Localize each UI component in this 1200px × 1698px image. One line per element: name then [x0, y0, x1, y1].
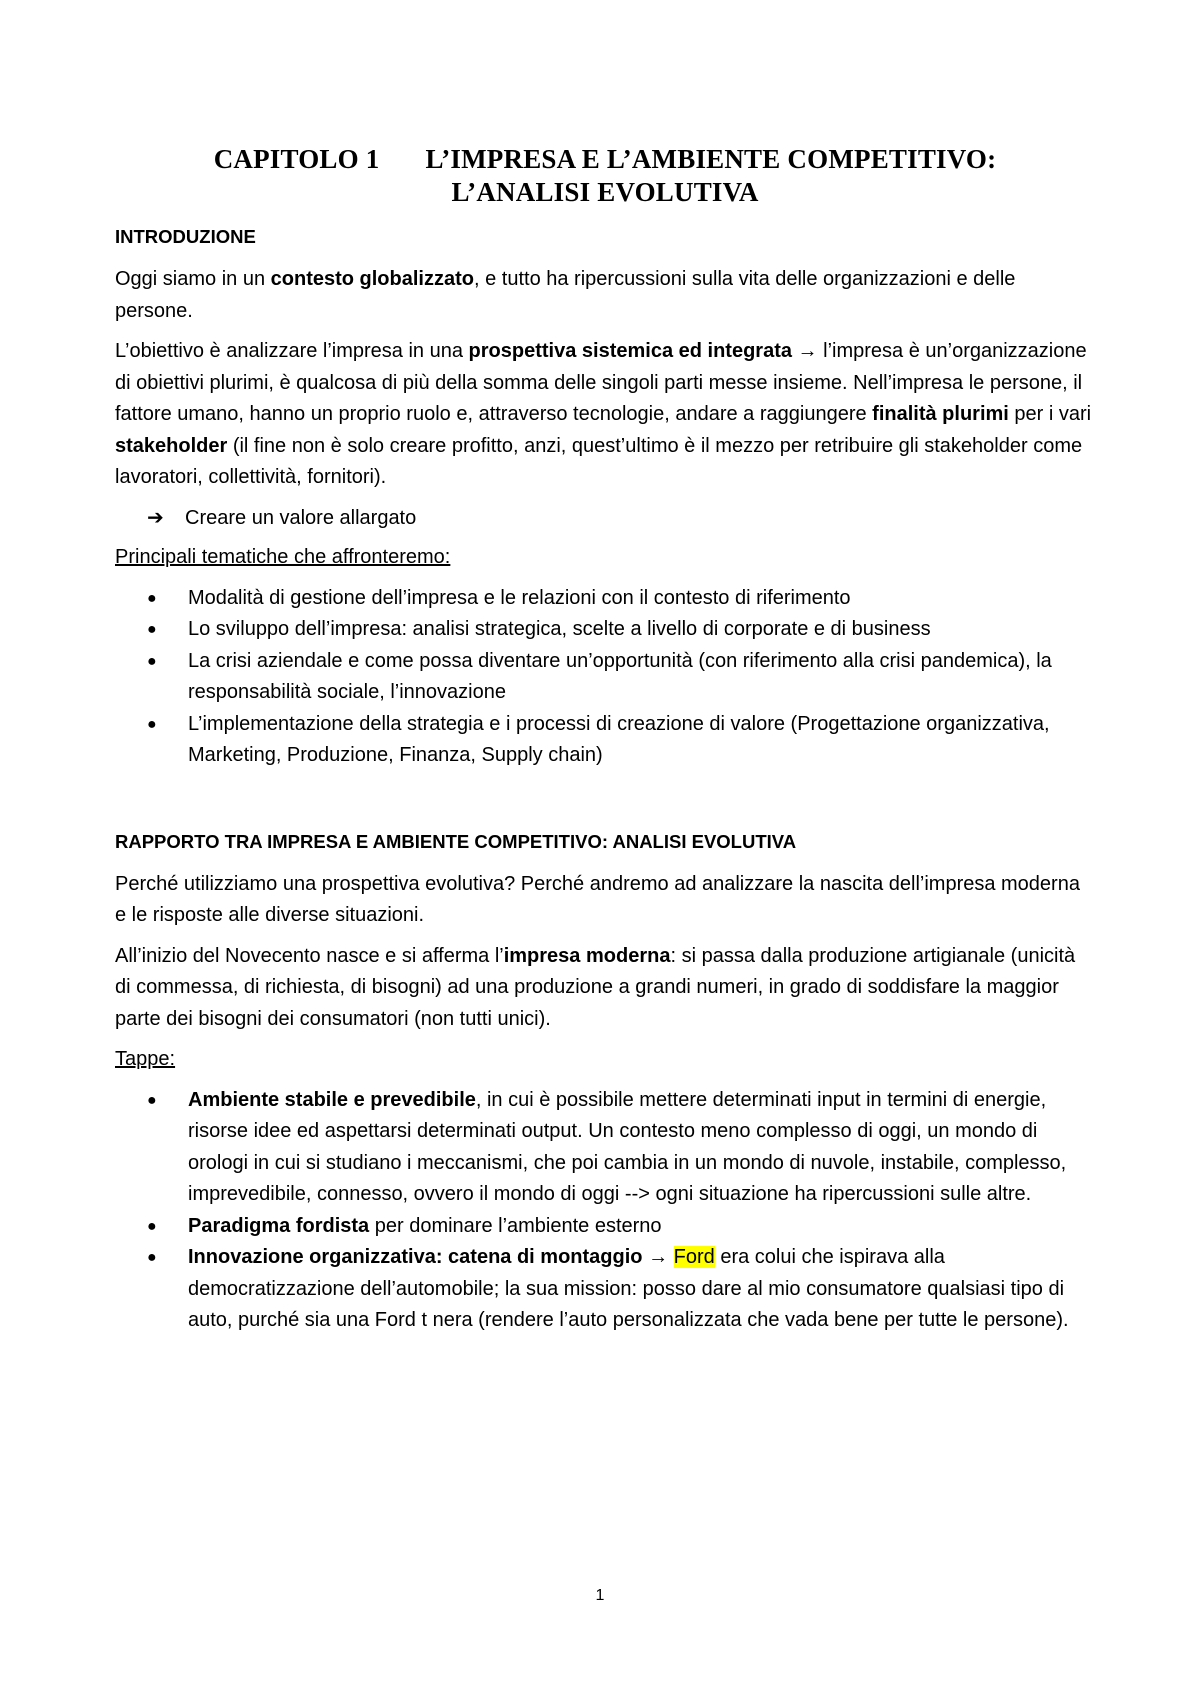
chapter-number: CAPITOLO 1 [213, 144, 380, 174]
arrow-list-text: Creare un valore allargato [185, 506, 417, 529]
bullet-icon: ● [147, 1091, 157, 1109]
topics-list [115, 583, 1095, 772]
list-item: ● La crisi aziendale e come possa diventare un’opportunità (con riferimento alla crisi pandemica), la responsabilità sociale, l’innovazione [115, 646, 1095, 709]
chapter-title-line2: L’ANALISI EVOLUTIVA [451, 177, 759, 207]
bullet-icon: ● [147, 1217, 157, 1235]
list-item: ● Paradigma fordista per dominare l’ambiente esterno [115, 1211, 1095, 1243]
list-item: ● Ambiente stabile e prevedibile, in cui è possibile mettere determinati input in termini di energie, risorse idee ed aspettarsi determinati output. Un contesto meno complesso di oggi, un mondo di orologi in cui si studiano i meccanismi, che poi cambia in un mondo di nuvole, instabile, complesso, imprevedibile, connesso, ovvero il mondo di oggi --> ogni situazione ha ripercussioni sulle altre. [115, 1085, 1095, 1211]
section-paragraph-2: All’inizio del Novecento nasce e si afferma l’impresa moderna: si passa dalla produzione artigianale (unicità di commessa, di richiesta, di bisogni) ad una produzione a grandi numeri, in grado di soddisfare la maggior parte dei bisogni dei consumatori (non tutti unici). [115, 944, 1076, 1030]
arrow-list-item [115, 503, 1095, 535]
section-paragraph-1: Perché utilizziamo una prospettiva evolutiva? Perché andremo ad analizzare la nascita dell’impresa moderna e le risposte alle diverse situazioni. [115, 872, 1080, 926]
tappe-list [115, 1085, 1095, 1337]
list-item: ● Innovazione organizzativa: catena di montaggio → Ford era colui che ispirava alla democratizzazione dell’automobile; la sua mission: posso dare al mio consumatore qualsiasi tipo di auto, purché sia una Ford t nera (rendere l’auto personalizzata che vada bene per tutte le persone). [115, 1242, 1095, 1337]
bullet-icon: ● [147, 715, 157, 733]
bold-arrow-icon: ➔ [147, 506, 164, 529]
arrow-icon: → [642, 1246, 674, 1268]
intro-paragraph-2: L’obiettivo è analizzare l’impresa in una prospettiva sistemica ed integrata → l’impresa è un’organizzazione di obiettivi plurimi, è qualcosa di più della somma delle singoli parti messe insieme. Nell’impresa le persone, il fattore umano, hanno un proprio ruolo e, attraverso tecnologie, andare a raggiungere finalità plurimi per i vari stakeholder (il fine non è solo creare profitto, anzi, quest’ultimo è il mezzo per retribuire gli stakeholder come lavoratori, collettività, fornitori). [115, 340, 1092, 488]
page-content [115, 143, 1095, 1347]
chapter-title [115, 143, 1095, 209]
list-item: ● L’implementazione della strategia e i processi di creazione di valore (Progettazione organizzativa, Marketing, Produzione, Finanza, Supply chain) [115, 709, 1095, 772]
list-item: ● Lo sviluppo dell’impresa: analisi strategica, scelte a livello di corporate e di business [115, 614, 1095, 646]
bullet-icon: ● [147, 652, 157, 670]
intro-heading: INTRODUZIONE [115, 226, 256, 247]
section-heading: RAPPORTO TRA IMPRESA E AMBIENTE COMPETITIVO: ANALISI EVOLUTIVA [115, 830, 797, 852]
tappe-heading: Tappe: [115, 1048, 176, 1070]
topics-heading: Principali tematiche che affronteremo: [115, 546, 451, 568]
intro-paragraph-1: Oggi siamo in un contesto globalizzato, e tutto ha ripercussioni sulla vita delle organizzazioni e delle persone. [115, 268, 1016, 322]
highlighted-text: Ford [673, 1246, 715, 1268]
list-item: ● Modalità di gestione dell’impresa e le relazioni con il contesto di riferimento [115, 583, 1095, 615]
arrow-icon: → [792, 340, 824, 362]
page-number: 1 [595, 1587, 605, 1604]
bullet-icon: ● [147, 589, 157, 607]
bullet-icon: ● [147, 1249, 157, 1266]
chapter-title-line1: L’IMPRESA E L’AMBIENTE COMPETITIVO: [425, 144, 997, 174]
bullet-icon: ● [147, 621, 157, 638]
